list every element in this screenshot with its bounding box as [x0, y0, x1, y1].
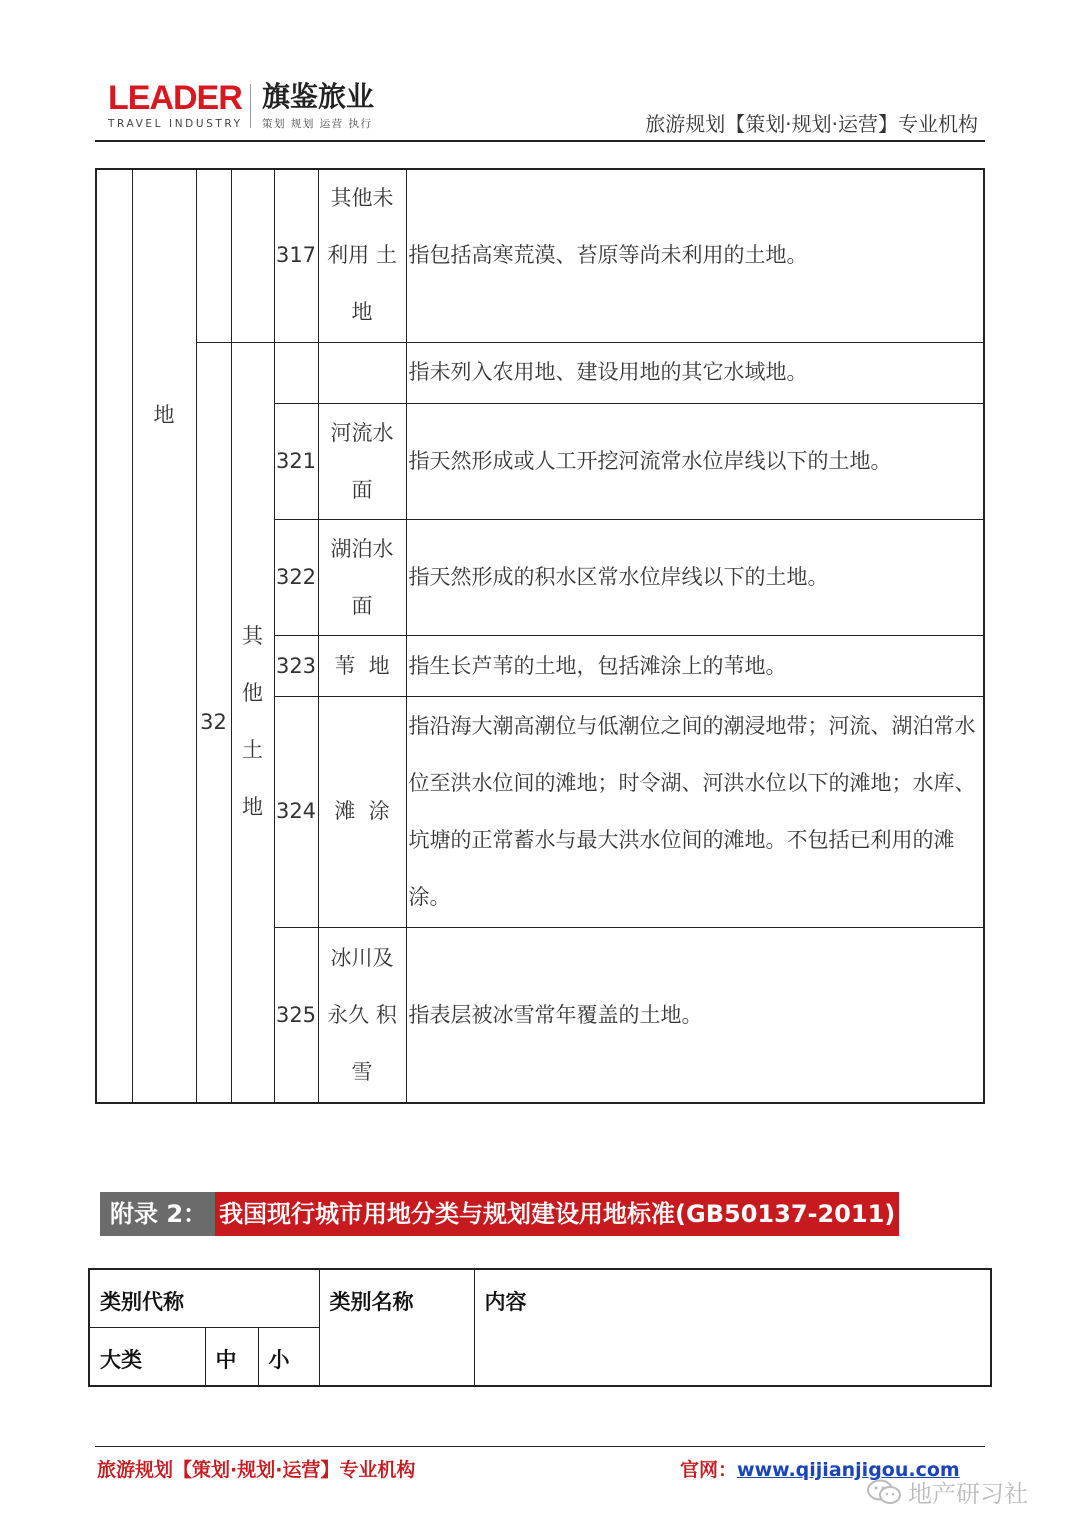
logo-separator: [250, 84, 251, 128]
site-link[interactable]: www.qijianjigou.com: [737, 1459, 960, 1481]
sub-name-text: 其他土地: [242, 624, 263, 820]
header-code: 类别代称: [89, 1269, 319, 1327]
footer-divider: [95, 1446, 985, 1447]
code-cell: 324: [274, 696, 318, 927]
logo-subtext: TRAVEL INDUSTRY: [108, 118, 243, 130]
header-divider: [95, 140, 985, 142]
logo-cn-subtext: 策划 规划 运营 执行: [262, 118, 373, 130]
description-cell: 指包括高寒荒漠、苔原等尚未利用的土地。: [406, 169, 984, 342]
name-text: 冰川及永久 积雪: [327, 945, 397, 1084]
name-cell: 苇 地: [318, 636, 406, 696]
name-text: 湖泊水面: [330, 536, 394, 618]
description-cell: 指天然形成的积水区常水位岸线以下的土地。: [406, 520, 984, 636]
name-cell: [318, 928, 406, 1103]
name-cell: [318, 520, 406, 636]
header-minor: 小: [258, 1327, 319, 1386]
name-cell: [318, 403, 406, 519]
name-cell: [318, 169, 406, 342]
header-tagline: 旅游规划【策划·规划·运营】专业机构: [645, 112, 978, 136]
category-header-table: [88, 1268, 992, 1387]
description-cell: 指天然形成或人工开挖河流常水位岸线以下的土地。: [406, 403, 984, 519]
category-label: 地: [153, 403, 175, 427]
code-cell: 322: [274, 520, 318, 636]
sub-name-cell: [231, 342, 274, 1103]
code-cell: [274, 342, 318, 403]
appendix-title: 我国现行城市用地分类与规划建设用地标准(GB50137-2011): [215, 1192, 899, 1236]
logo-leader: [108, 80, 243, 130]
blank-cell: [96, 169, 132, 1103]
description-cell: 指沿海大潮高潮位与低潮位之间的潮浸地带；河流、湖泊常水位至洪水位间的滩地；时令湖、河洪水位以下的滩地；水库、坑塘的正常蓄水与最大洪水位间的滩地。不包括已利用的滩涂。: [406, 696, 984, 927]
code-cell: 321: [274, 403, 318, 519]
header-name: 类别名称: [319, 1269, 474, 1386]
description-cell: 指未列入农用地、建设用地的其它水域地。: [406, 342, 984, 403]
appendix-label: 附录 2：: [100, 1192, 215, 1236]
header-middle: 中: [205, 1327, 258, 1386]
header-content: 内容: [474, 1269, 991, 1386]
sub-code-cell: 32: [196, 342, 231, 1103]
header-major: 大类: [89, 1327, 205, 1386]
blank-cell: [196, 169, 231, 342]
table-row: [96, 342, 984, 403]
name-cell: [318, 342, 406, 403]
name-text: 其他未利用 土地: [327, 186, 397, 325]
wechat-icon: [866, 1478, 902, 1506]
watermark-text: 地产研习社: [908, 1480, 1028, 1508]
description-cell: 指生长芦苇的土地，包括滩涂上的苇地。: [406, 636, 984, 696]
logo-cn-text: 旗鉴旅业: [262, 80, 375, 113]
code-cell: 325: [274, 928, 318, 1103]
logo-chinese: [262, 80, 374, 131]
appendix-banner: [100, 1192, 899, 1236]
site-label: 官网：: [680, 1459, 738, 1481]
category-label-cell: [132, 169, 196, 1103]
description-cell: 指表层被冰雪常年覆盖的土地。: [406, 928, 984, 1103]
logo-text: LEADER: [108, 79, 242, 117]
blank-cell: [231, 169, 274, 342]
name-cell: 滩 涂: [318, 696, 406, 927]
watermark: [866, 1474, 1028, 1509]
code-cell: 317: [274, 169, 318, 342]
code-cell: 323: [274, 636, 318, 696]
name-text: 河流水面: [330, 420, 394, 502]
land-classification-table: [95, 168, 985, 1104]
table-row: [89, 1269, 991, 1327]
footer-tagline: 旅游规划【策划·规划·运营】专业机构: [97, 1459, 416, 1481]
table-row: [96, 169, 984, 342]
